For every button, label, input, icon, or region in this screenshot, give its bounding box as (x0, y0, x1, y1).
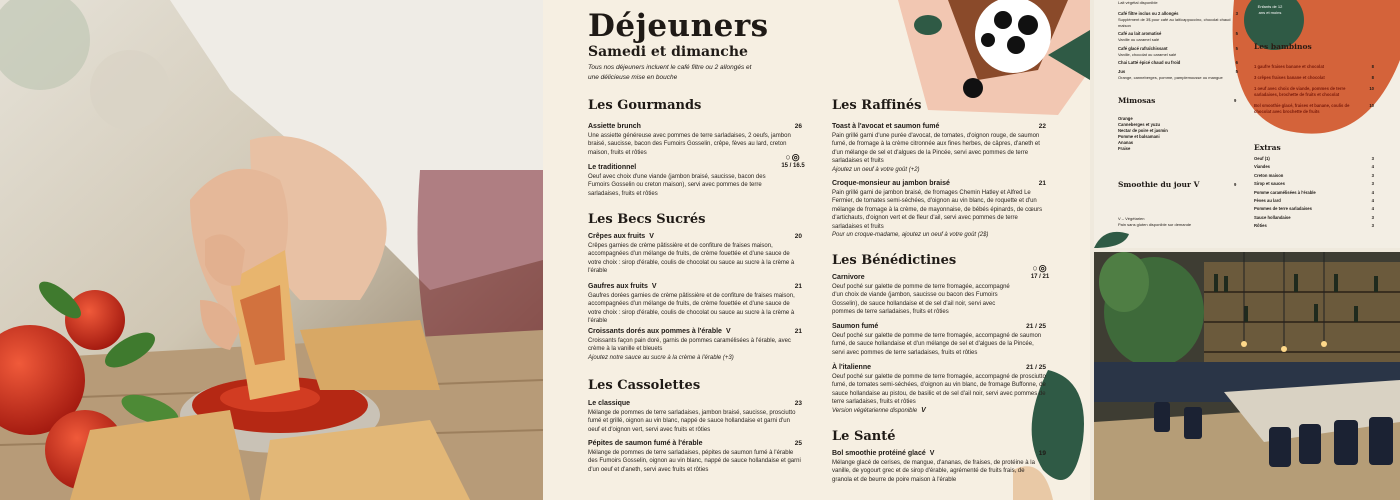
kids-item-price: 10 (1369, 86, 1374, 91)
item-description: Croissants façon pain doré, garnis de pommes caramélisées à l'érable, avec crème à la vanille et bleuets (588, 338, 791, 353)
item-note: Pour un croque-madame, ajoutez un oeuf à votre goût (2$) (832, 232, 989, 239)
drink-price: 6 (1235, 60, 1238, 65)
item-price: 19 (1038, 450, 1046, 457)
extra-name: Pomme caramélisées à l'érable (1254, 189, 1316, 195)
extra-name: Fèves au lard (1254, 197, 1281, 203)
restaurant-interior-photo (1094, 252, 1400, 500)
vegetarian-mark: V (725, 328, 731, 335)
item-name: Toast à l'avocat et saumon fumé (832, 123, 940, 130)
kids-item-name: Bol smoothie glacé, fraises et banane, coulis de chocolat avec brochette de fruits (1254, 103, 1350, 114)
drink-desc: Supplément de 3$ pour café au lait/cappuccino, chocolat chaud maison (1118, 17, 1231, 28)
menu-item (588, 328, 802, 362)
drink-desc: Vanille ou caramel salé (1118, 37, 1160, 42)
item-name: Bol smoothie protéiné glacé (832, 450, 926, 457)
item-note: Version végétarienne disponible (832, 407, 918, 414)
item-name: Le classique (588, 400, 631, 407)
item-description: Pain grillé garni d'une purée d'avocat, de tomates, d'oignon rouge, de saumon fumé, de fromage à la crème citronnée aux fines herbes, de câpres, d'aneth et d'un mélange de sel et d'algues de la Pincée, servi avec pommes de terre sarladaises et fruits (832, 133, 1040, 165)
extra-item (1254, 223, 1374, 229)
mimosas-price: 9 (1234, 98, 1237, 103)
extra-name: Pommes de terre sarladaises (1254, 206, 1312, 212)
item-name: Crêpes aux fruits (588, 233, 646, 240)
extra-price: 3 (1371, 156, 1374, 161)
item-note: Ajoutez notre sauce au sucre à la crème à l'érable (+3) (588, 354, 734, 361)
item-name: Gaufres aux fruits (588, 283, 648, 290)
section-extras: Extras (1254, 143, 1281, 152)
drinks-list (1118, 11, 1238, 84)
drink-name: Café glacé rafraîchissant (1118, 45, 1168, 51)
section-becs-sucres: Les Becs Sucrés (588, 212, 706, 227)
item-description: Oeuf poché sur galette de pomme de terre fromagée, accompagné d'un choix de viande (jambon, saucisse ou bacon des Fumoirs Gosselin), de sauce hollandaise et de sel d'ail noir, servi avec pommes de terre sarladaises, fruits et rôties (832, 284, 1010, 316)
item-description: Oeuf poché sur galette de pomme de terre fromagée, accompagné de prosciutto fumé, de tomates semi-séchées, d'oignon au vin blanc, de fromage Buffonne, de sauce hollandaise au pistou, de basilic et de sel d'ail noir, servi avec pommes de terre sarladaises, fruits et rôties (832, 374, 1046, 406)
drink-item (1118, 31, 1238, 43)
legend-vegetarian: V – Végétarien (1118, 216, 1145, 221)
extra-price: 4 (1371, 197, 1374, 203)
mimosas-list (1118, 116, 1228, 152)
extra-name: Sirop et sauces (1254, 181, 1285, 187)
food-photo (0, 0, 543, 500)
extra-price: 3 (1371, 181, 1374, 187)
kids-item (1254, 75, 1374, 81)
item-price: 17 / 21 (1030, 274, 1050, 280)
plant-milk-note: Lait végétal disponible (1118, 0, 1158, 5)
kids-item-price: 8 (1371, 75, 1374, 80)
extras-list (1254, 156, 1374, 229)
item-name: Saumon fumé (832, 323, 879, 330)
section-sante: Le Santé (832, 429, 896, 444)
extra-item (1254, 181, 1374, 187)
mimosa-flavour: Orange (1118, 116, 1133, 121)
menu-item (832, 323, 1046, 357)
egg-icon: ○◎ (785, 152, 801, 162)
menu-item (588, 123, 802, 157)
menu-item (588, 440, 802, 474)
mimosa-flavour: Fraise (1118, 146, 1131, 151)
drink-price: 5 (1235, 69, 1238, 74)
item-price: 20 (794, 233, 802, 240)
menu-intro: Tous nos déjeuners incluent le café filtre ou 2 allongés et une délicieuse mise en bouche (588, 64, 752, 81)
drink-item (1118, 60, 1238, 66)
green-leaf-shape (1094, 226, 1134, 248)
item-description: Mélange de pommes de terre sarladaises, jambon braisé, saucisse, prosciutto fumé et grillé, oignon au vin blanc, nappé de sauce hollandaise et garni d'un oeuf et d'oignon vert, servi avec fruits et rôties (588, 410, 796, 433)
item-price: 21 (1038, 180, 1046, 187)
smoothie-price: 9 (1234, 182, 1237, 187)
section-raffines: Les Raffinés (832, 98, 922, 113)
menu-item (588, 283, 802, 326)
extra-price: 4 (1371, 189, 1374, 195)
vegetarian-mark: V (649, 233, 654, 240)
food-photo-illustration (0, 0, 543, 500)
bambinos-list (1254, 64, 1374, 115)
item-price: 23 (794, 400, 802, 407)
drink-name: Jus (1118, 69, 1126, 74)
kids-item-price: 10 (1369, 103, 1374, 108)
section-smoothie (1118, 180, 1199, 189)
menu-item (588, 164, 768, 198)
mimosa-flavour: Canneberges et yuzu (1118, 122, 1161, 127)
item-name: Croissants dorés aux pommes à l'érable (588, 328, 722, 335)
extra-item (1254, 156, 1374, 162)
item-note: Ajoutez un oeuf à votre goût (+2) (832, 166, 920, 173)
drink-name: Chai Latté épicé chaud ou froid (1118, 60, 1181, 65)
item-price: 22 (1038, 123, 1046, 130)
item-price: 15 / 16.5 (781, 163, 805, 169)
drink-name: Café filtre inclus ou 2 allongés (1118, 11, 1179, 16)
drinks-kids-page (1094, 0, 1400, 248)
egg-price-mark (778, 152, 808, 169)
item-description: Crêpes garnies de crème pâtissière et de confiture de fraises maison, accompagnées d'un mélange de fruits, de crème fouettée et d'une sauce de votre choix : sirop d'érable, coulis de chocolat ou sauce au sucre à la crème à l'érable (588, 243, 795, 275)
legend-gluten-free: Pain sans gluten disponible sur demande (1118, 222, 1192, 227)
drink-item (1118, 11, 1238, 28)
item-description: Mélange glacé de cerises, de mangue, d'ananas, de fraises, de protéine à la vanille, de yogourt grec et de sirop d'érable, agrémenté de fruits frais, de granola et de beurre de poire maison à l'érable (832, 460, 1035, 483)
kids-item-name: 1 oeuf avec choix de viande, pommes de terre sarladaises, brochette de fruits et chocolat (1254, 86, 1346, 97)
extra-item (1254, 164, 1374, 170)
menu-item (588, 233, 802, 276)
extra-name: Creton maison (1254, 172, 1284, 178)
kids-item-name: 3 crêpes fraises banane et chocolat (1254, 75, 1325, 80)
drink-item (1118, 46, 1238, 58)
item-price: 21 (794, 328, 802, 335)
extra-item (1254, 215, 1374, 221)
section-benedictines: Les Bénédictines (832, 253, 957, 268)
kids-badge: Enfants de 12 ans et moins (1257, 4, 1283, 15)
kids-item (1254, 86, 1374, 98)
section-mimosas: Mimosas (1118, 96, 1156, 105)
egg-price-mark (1025, 263, 1055, 280)
extra-name: Oeuf (1) (1254, 156, 1270, 161)
item-description: Oeuf poché sur galette de pomme de terre fromagée, accompagné de saumon fumé, de sauce hollandaise et d'un mélange de sel et d'algues de la Pincée, servi avec pommes de terre sarladaises, fruits et rôties (832, 333, 1042, 356)
item-description: Mélange de pommes de terre sarladaises, pépites de saumon fumé à l'érable des Fumoirs Gosselin, oignon au vin blanc, nappé de sauce hollandaise et garni d'un oeuf et d'aneth, servi avec fruits et rôties (588, 450, 801, 473)
item-name: Croque-monsieur au jambon braisé (832, 180, 950, 187)
drink-price: 5 (1235, 45, 1238, 51)
extra-price: 3 (1371, 223, 1374, 229)
drink-desc: Vanille, chocolat ou caramel salé (1118, 51, 1177, 57)
kids-item-price: 8 (1371, 64, 1374, 69)
item-price: 21 / 25 (1026, 323, 1046, 330)
item-description: Une assiette généreuse avec pommes de terre sarladaises, 2 oeufs, jambon braisé, saucisse, bacon des Fumoirs Gosselin, crêpe, fèves au lard, creton maison, fruits et rôties (588, 133, 791, 156)
drink-price: 3 (1235, 11, 1238, 16)
menu-page (543, 0, 1090, 500)
extra-item (1254, 173, 1374, 179)
menu-subtitle: Samedi et dimanche (588, 44, 748, 60)
extra-price: 4 (1371, 206, 1374, 212)
item-name: Assiette brunch (588, 123, 641, 130)
drink-price: 5 (1235, 31, 1238, 36)
item-price: 21 (794, 283, 802, 290)
item-name: Carnivore (832, 274, 865, 281)
item-description: Pain grillé garni de jambon braisé, de fromages Chemin Hatley et Alfred Le Fermier, de tomates semi-séchées, d'oignon au vin blanc, de roquette et d'un mélange de fromage à la crème, de mayonnaise, de bébés épinards, de cœurs d'artichauts, d'oignon vert et de fleur d'ail, servi avec pommes de terre sarladaises et fruits (832, 190, 1043, 230)
egg-icon: ○◎ (1032, 263, 1048, 273)
item-price: 26 (794, 123, 802, 130)
item-price: 25 (794, 440, 802, 447)
extra-name: Viandes (1254, 164, 1270, 170)
section-bambinos: Les bambinos (1254, 42, 1312, 51)
smoothie-heading: Smoothie du jour (1118, 180, 1191, 189)
menu-title: Déjeuners (588, 8, 769, 44)
extra-item (1254, 206, 1374, 212)
item-name: À l'italienne (832, 364, 872, 371)
kids-item-name: 1 gaufre fraises banane et chocolat (1254, 64, 1325, 69)
menu-item (832, 123, 1046, 174)
drink-name: Café au lait aromatisé (1118, 31, 1162, 36)
mimosa-flavour: Nectar de poire et jasmin (1118, 128, 1168, 133)
vegetarian-mark: V (929, 450, 935, 457)
item-description: Gaufres dorées garnies de crème pâtissière et de confiture de fraises maison, accompagnées d'un mélange de fruits, de crème fouettée et d'une sauce de votre choix : sirop d'érable, coulis de chocolat ou sauce au sucre à la crème à l'érable (588, 293, 795, 325)
drink-item (1118, 69, 1238, 81)
mimosa-flavour: Pomme et balsamani (1118, 134, 1160, 139)
extra-price: 4 (1371, 164, 1374, 170)
vegetarian-mark: V (651, 283, 657, 290)
item-name: Pépites de saumon fumé à l'érable (588, 440, 703, 447)
item-description: Oeuf avec choix d'une viande (jambon braisé, saucisse, bacon des Fumoirs Gosselin ou creton maison), servi avec pommes de terre sarladaises, fruits et rôties (588, 174, 766, 197)
menu-item (588, 400, 802, 434)
menu-item (832, 450, 1046, 484)
interior-illustration (1094, 252, 1400, 500)
menu-item (832, 364, 1046, 415)
kids-item (1254, 103, 1374, 115)
extra-name: Rôties (1254, 223, 1267, 229)
extra-item (1254, 198, 1374, 204)
mimosa-flavour: Ananas (1118, 140, 1134, 145)
vegetarian-mark: V (921, 406, 926, 414)
extra-name: Sauce hollandaise (1254, 214, 1291, 220)
section-gourmands: Les Gourmands (588, 98, 702, 113)
extra-price: 3 (1371, 172, 1374, 178)
vegetarian-mark: V (1193, 180, 1200, 189)
extra-price: 3 (1371, 214, 1374, 220)
kids-item (1254, 64, 1374, 70)
item-name: Le traditionnel (588, 164, 637, 171)
menu-item (832, 274, 1012, 317)
extra-item (1254, 190, 1374, 196)
section-cassolettes: Les Cassolettes (588, 378, 701, 393)
menu-item (832, 180, 1046, 239)
item-price: 21 / 25 (1026, 364, 1046, 371)
drink-desc: Orange, canneberges, pomme, pamplemousse ou mangue (1118, 75, 1223, 80)
